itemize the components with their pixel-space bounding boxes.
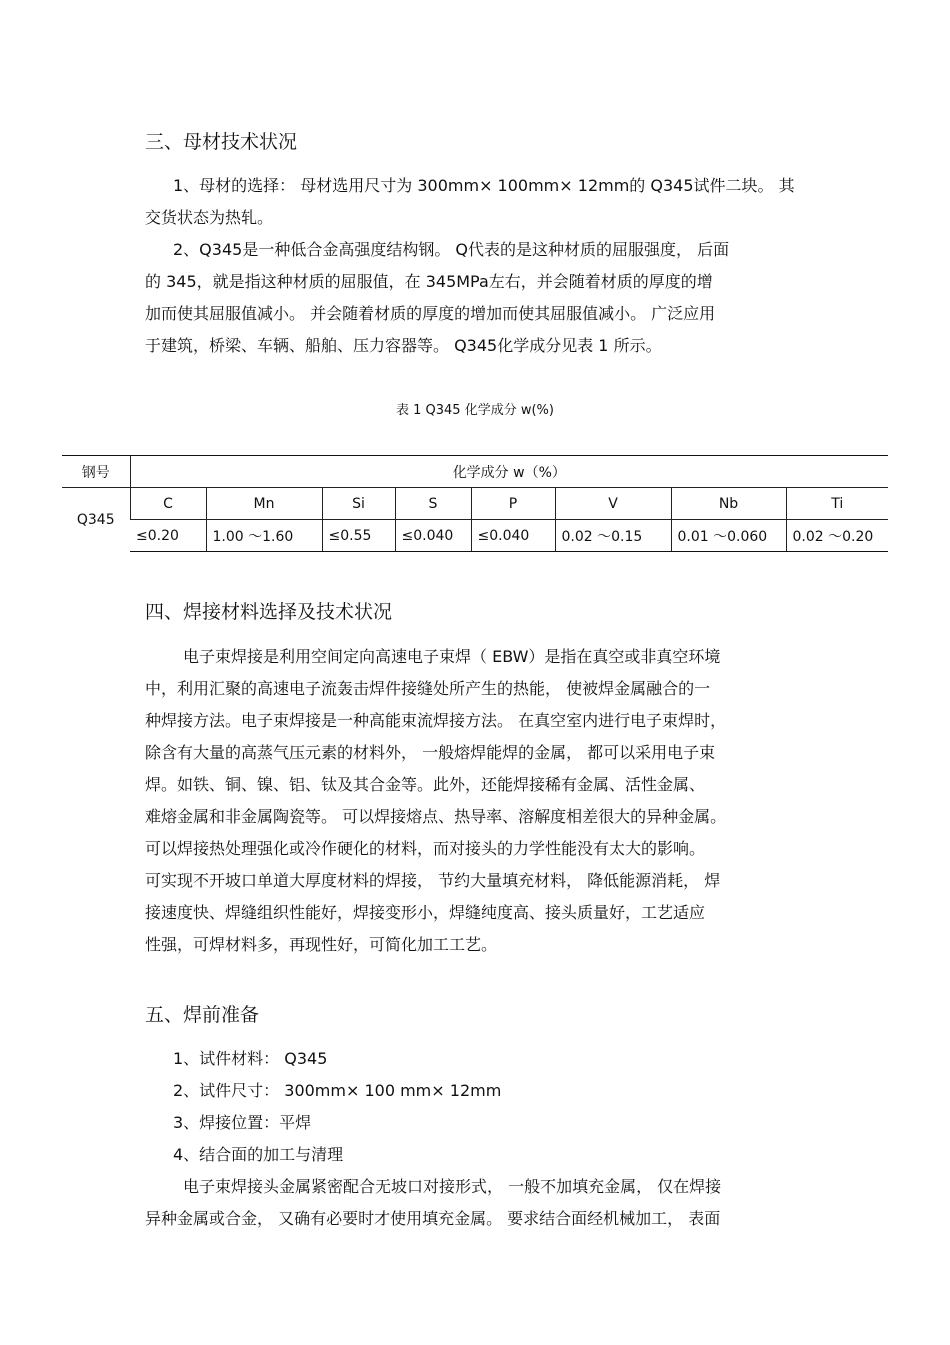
value-cell: 0.01 ～0.060 (671, 520, 786, 552)
table-element-row (62, 488, 888, 520)
section-3-body (145, 170, 813, 362)
element-cell: Si (322, 488, 395, 520)
list-item: 4、结合面的加工与清理 (173, 1145, 344, 1164)
element-cell: S (395, 488, 471, 520)
paragraph-line: 可实现不开坡口单道大厚度材料的焊接， 节约大量填充材料， 降低能源消耗， 焊 (145, 871, 721, 890)
grade-header: 钢号 (62, 456, 130, 488)
paragraph-line: 除含有大量的高蒸气压元素的材料外， 一般熔焊能焊的金属， 都可以采用电子束 (145, 743, 716, 762)
chemical-composition-table (62, 455, 888, 552)
value-cell: ≤0.55 (322, 520, 395, 552)
paragraph-line: 2、Q345是一种低合金高强度结构钢。 Q代表的是这种材质的屈服强度， 后面 (173, 240, 730, 259)
value-cell: ≤0.20 (130, 520, 206, 552)
section-3-heading: 三、母材技术状况 (145, 131, 298, 153)
section-4-body (145, 641, 813, 961)
value-cell: 0.02 ～0.20 (786, 520, 888, 552)
composition-header: 化学成分 w（%） (130, 456, 888, 488)
paragraph-line: 中，利用汇聚的高速电子流轰击焊件接缝处所产生的热能， 使被焊金属融合的一 (145, 679, 711, 698)
paragraph-line: 焊。如铁、铜、镍、铝、钛及其合金等。此外，还能焊接稀有金属、活性金属、 (145, 775, 706, 794)
value-cell: 0.02 ～0.15 (555, 520, 671, 552)
grade-cell: Q345 (62, 488, 130, 552)
section-4-heading: 四、焊接材料选择及技术状况 (145, 601, 393, 623)
paragraph-line: 的 345，就是指这种材质的屈服值，在 345MPa左右，并会随着材质的厚度的增 (145, 272, 713, 291)
paragraph-line: 性强，可焊材料多，再现性好，可简化加工工艺。 (145, 935, 498, 954)
list-item: 2、试件尺寸： 300mm× 100 mm× 12mm (173, 1081, 502, 1100)
element-cell: Mn (206, 488, 322, 520)
table-caption: 表 1 Q345 化学成分 w(%) (396, 403, 554, 418)
paragraph-line: 电子束焊接头金属紧密配合无坡口对接形式， 一般不加填充金属， 仅在焊接 (183, 1177, 722, 1196)
element-cell: V (555, 488, 671, 520)
value-cell: ≤0.040 (395, 520, 471, 552)
element-cell: Nb (671, 488, 786, 520)
table-value-row (62, 520, 888, 552)
element-cell: C (130, 488, 206, 520)
paragraph-line: 交货状态为热轧。 (145, 208, 274, 227)
list-item: 3、焊接位置：平焊 (173, 1113, 312, 1132)
section-5-heading: 五、焊前准备 (145, 1004, 260, 1026)
element-cell: P (471, 488, 555, 520)
paragraph-line: 1、母材的选择： 母材选用尺寸为 300mm× 100mm× 12mm的 Q345试件二块。 其 (173, 176, 795, 195)
paragraph-line: 可以焊接热处理强化或冷作硬化的材料，而对接头的力学性能没有太大的影响。 (145, 839, 706, 858)
paragraph-line: 于建筑，桥梁、车辆、船舶、压力容器等。 Q345化学成分见表 1 所示。 (145, 336, 662, 355)
value-cell: ≤0.040 (471, 520, 555, 552)
table-header-row (62, 456, 888, 488)
paragraph-line: 加而使其屈服值减小。 并会随着材质的厚度的增加而使其屈服值减小。 广泛应用 (145, 304, 716, 323)
paragraph-line: 电子束焊接是利用空间定向高速电子束焊（ EBW）是指在真空或非真空环境 (183, 647, 721, 666)
paragraph-line: 异种金属或合金， 又确有必要时才使用填充金属。 要求结合面经机械加工， 表面 (145, 1209, 721, 1228)
section-5-body (145, 1043, 813, 1235)
paragraph-line: 接速度快、焊缝组织性能好，焊接变形小，焊缝纯度高、接头质量好，工艺适应 (145, 903, 706, 922)
paragraph-line: 种焊接方法。电子束焊接是一种高能束流焊接方法。 在真空室内进行电子束焊时， (145, 711, 727, 730)
value-cell: 1.00 ～1.60 (206, 520, 322, 552)
paragraph-line: 难熔金属和非金属陶瓷等。 可以焊接熔点、热导率、溶解度相差很大的异种金属。 (145, 807, 727, 826)
list-item: 1、试件材料： Q345 (173, 1049, 328, 1068)
element-cell: Ti (786, 488, 888, 520)
